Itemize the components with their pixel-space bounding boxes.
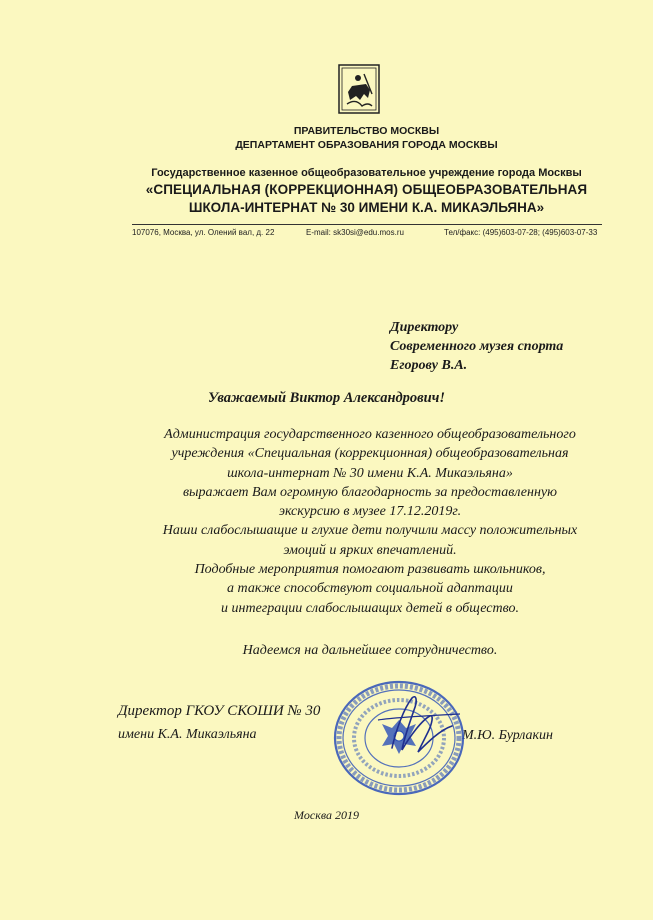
school-name-line1: «СПЕЦИАЛЬНАЯ (КОРРЕКЦИОННАЯ) ОБЩЕОБРАЗОВАТЕЛЬНАЯ — [145, 182, 588, 197]
moscow-coat-of-arms-icon — [338, 64, 380, 114]
contact-email: E-mail: sk30si@edu.mos.ru — [306, 228, 404, 237]
body-line: а также способствуют социальной адаптации — [227, 581, 513, 597]
school-name-line2: ШКОЛА-ИНТЕРНАТ № 30 ИМЕНИ К.А. МИКАЭЛЬЯНА» — [188, 200, 545, 215]
department-title: ДЕПАРТАМЕНТ ОБРАЗОВАНИЯ ГОРОДА МОСКВЫ — [235, 139, 498, 151]
closing-line: Надеемся на дальнейшее сотрудничество. — [242, 643, 498, 658]
body-line: учреждения «Специальная (коррекционная) общеобразовательная — [171, 446, 569, 462]
contact-phone: Тел/факс: (495)603-07-28; (495)603-07-33 — [444, 228, 598, 237]
body-line: эмоций и ярких впечатлений. — [283, 542, 457, 558]
signer-title-line2: имени К.А. Микаэльяна — [118, 727, 257, 742]
body-line: Администрация государственного казенного общеобразовательного — [164, 427, 576, 442]
signer-title-line1: Директор ГКОУ СКОШИ № 30 — [118, 703, 321, 719]
letter-body — [100, 425, 640, 618]
addressee-line: Директору — [390, 320, 459, 335]
contact-address: 107076, Москва, ул. Олений вал, д. 22 — [132, 228, 275, 237]
header-divider — [132, 224, 602, 225]
addressee-block — [390, 318, 563, 375]
handwritten-signature-icon — [300, 690, 470, 760]
government-title: ПРАВИТЕЛЬСТВО МОСКВЫ — [293, 125, 440, 137]
signer-name: М.Ю. Бурлакин — [462, 728, 553, 743]
body-line: школа-интернат № 30 имени К.А. Микаэльяна» — [227, 465, 513, 481]
greeting: Уважаемый Виктор Александрович! — [208, 390, 445, 406]
body-line: выражает Вам огромную благодарность за предоставленную — [182, 484, 557, 500]
body-line: экскурсию в музее 17.12.2019г. — [278, 504, 462, 520]
addressee-line: Егорову В.А. — [390, 358, 468, 373]
institution-type: Государственное казенное общеобразовательное учреждение города Москвы — [151, 167, 582, 179]
body-line: Наши слабослышащие и глухие дети получили массу положительных — [162, 523, 578, 539]
body-line: и интеграции слабослышащих детей в общество. — [221, 600, 519, 616]
addressee-line: Современного музея спорта — [390, 339, 564, 354]
body-line: Подобные мероприятия помогают развивать школьников, — [194, 562, 546, 578]
place-and-year: Москва 2019 — [294, 808, 359, 822]
